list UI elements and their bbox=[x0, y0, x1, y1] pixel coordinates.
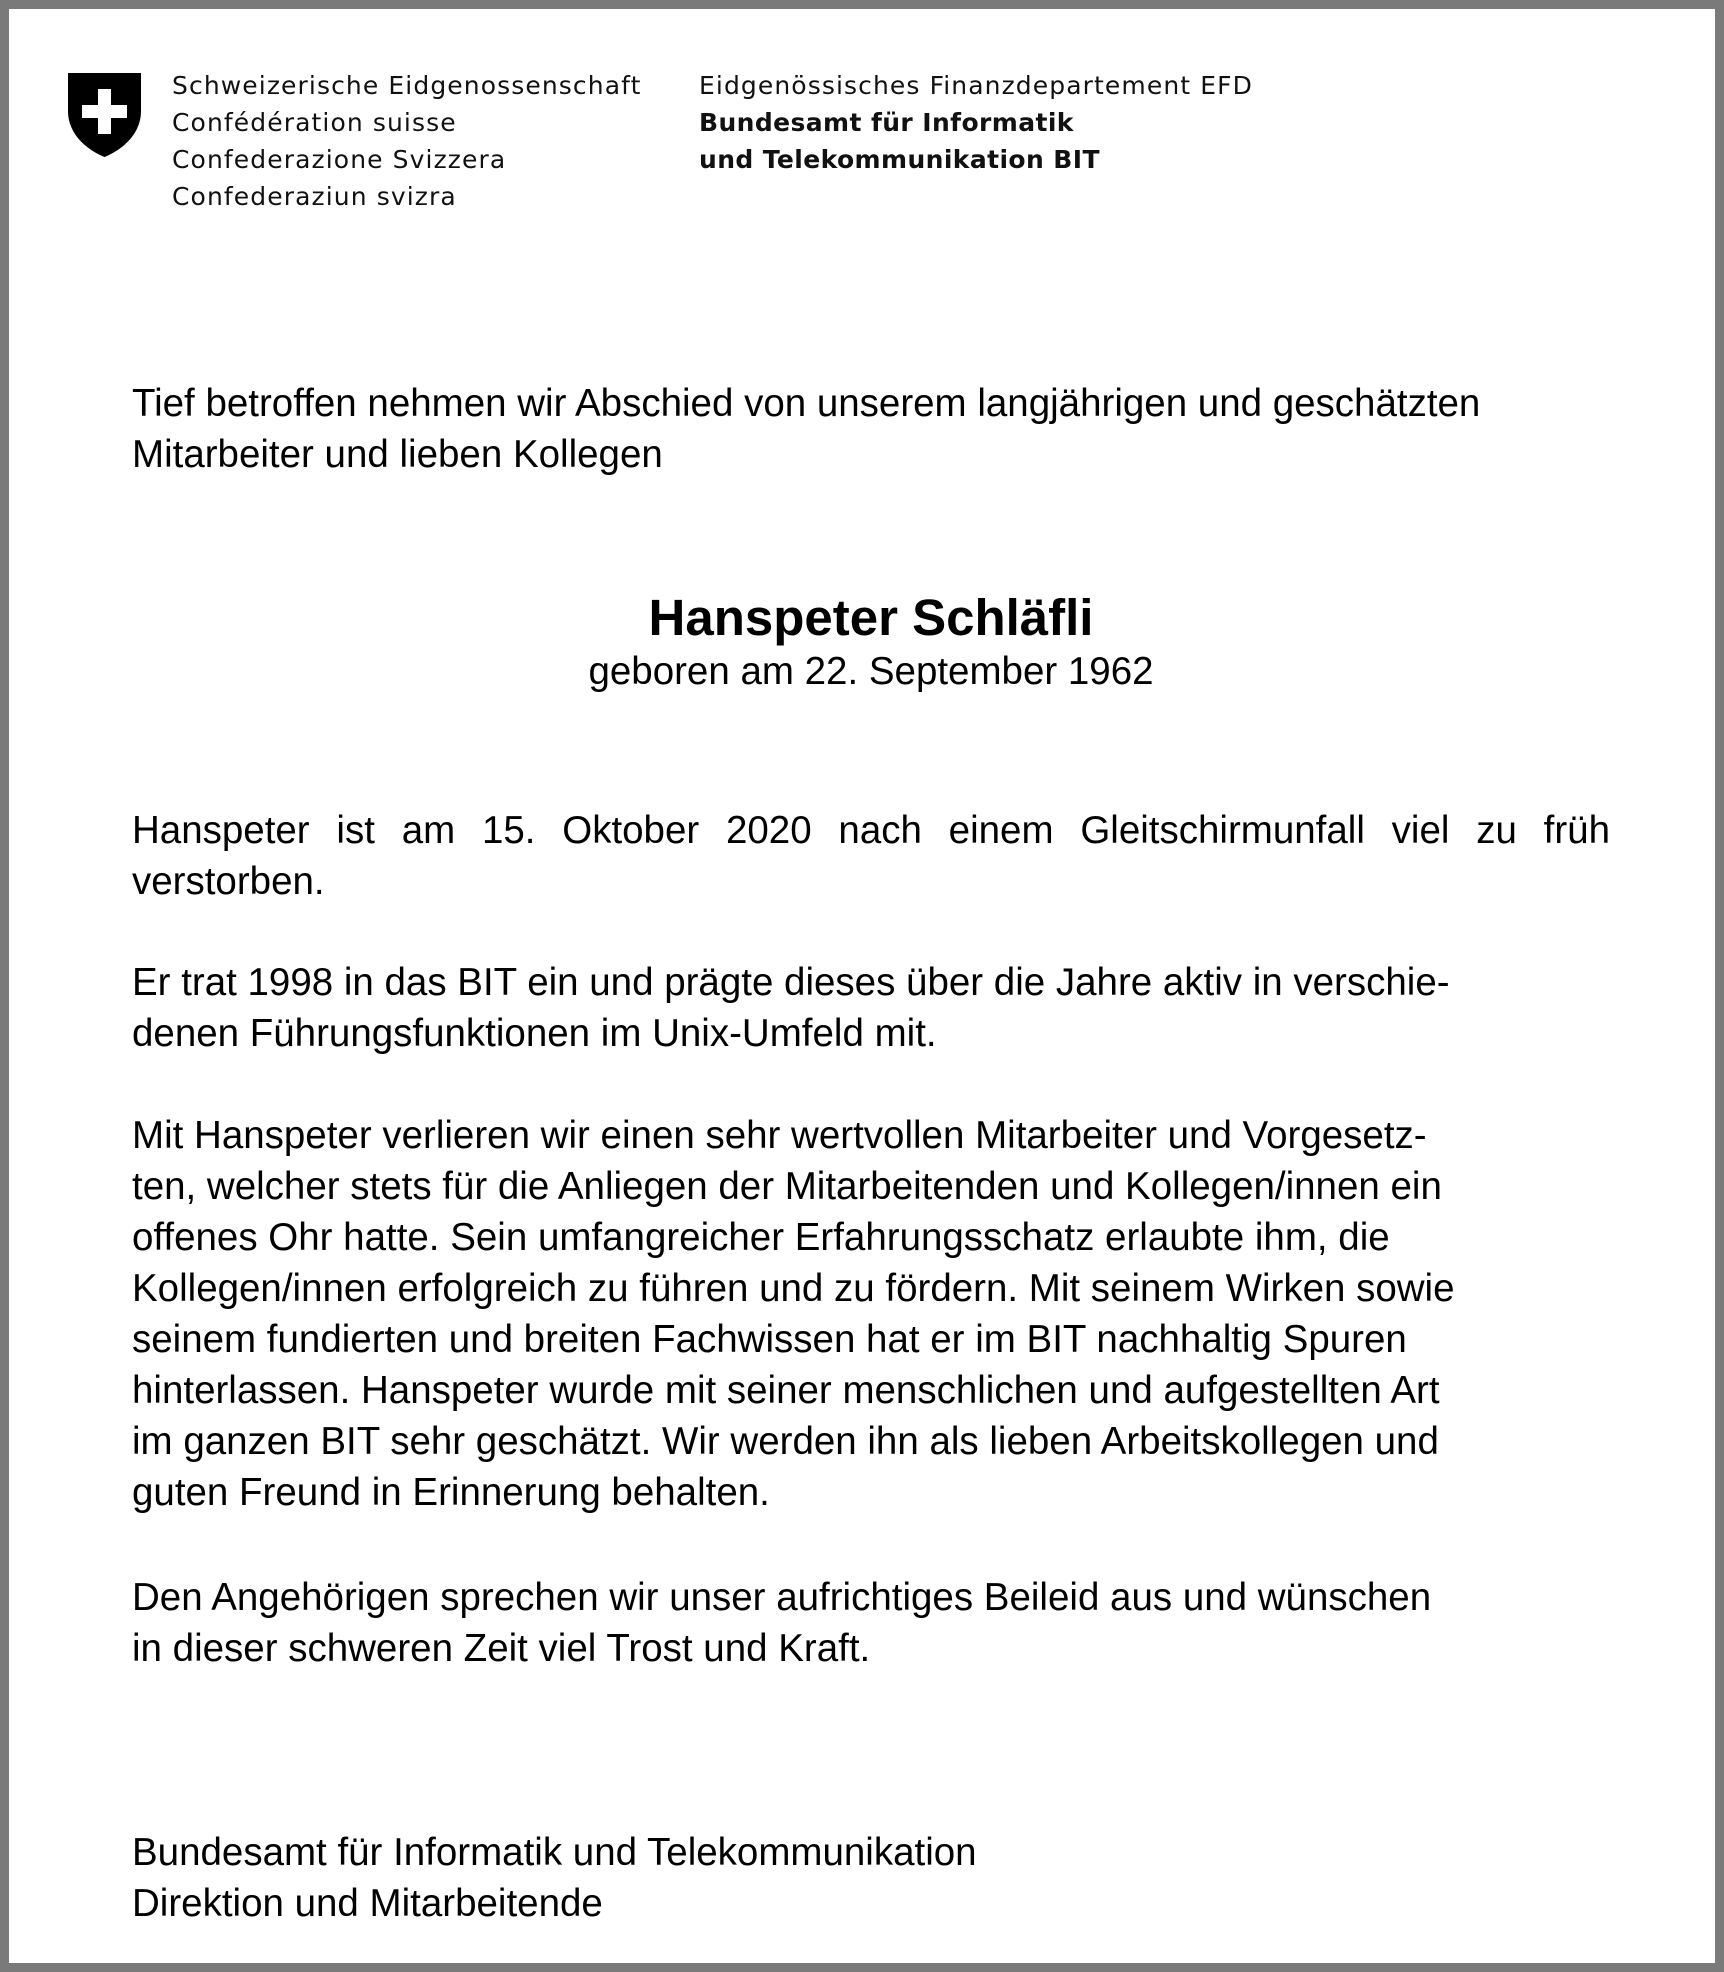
paragraph-career-line-1: Er trat 1998 in das BIT ein und prägte dieses über die Jahre aktiv in verschie- bbox=[132, 961, 1450, 1004]
office-name-line1: Bundesamt für Informatik bbox=[699, 108, 1074, 137]
paragraph-tribute-line: seinem fundierten und breiten Fachwissen hat er im BIT nachhaltig Spuren bbox=[132, 1318, 1407, 1361]
paragraph-tribute bbox=[132, 1110, 1610, 1518]
paragraph-death: Hanspeter ist am 15. Oktober 2020 nach einem Gleitschirmunfall viel zu früh verstorben. bbox=[132, 809, 1610, 903]
department-name: Eidgenössisches Finanzdepartement EFD bbox=[699, 71, 1253, 100]
office-name-line2: und Telekommunikation BIT bbox=[699, 145, 1100, 174]
confederation-names bbox=[172, 67, 641, 215]
deceased-name: Hanspeter Schläfli bbox=[648, 589, 1094, 646]
paragraph-tribute-line: guten Freund in Erinnerung behalten. bbox=[132, 1471, 770, 1514]
paragraph-career bbox=[132, 957, 1610, 1059]
paragraph-tribute-line: Mit Hanspeter verlieren wir einen sehr wertvollen Mitarbeiter und Vorgesetz- bbox=[132, 1114, 1427, 1157]
confederation-name-rm: Confederaziun svizra bbox=[172, 182, 457, 211]
intro-text bbox=[132, 378, 1610, 480]
intro-line-1: Tief betroffen nehmen wir Abschied von unserem langjährigen und geschätzten bbox=[132, 382, 1481, 425]
intro-line-2: Mitarbeiter und lieben Kollegen bbox=[132, 433, 663, 476]
confederation-name-it: Confederazione Svizzera bbox=[172, 145, 507, 174]
letterhead bbox=[66, 61, 1666, 231]
paragraph-tribute-line: im ganzen BIT sehr geschätzt. Wir werden ihn als lieben Arbeitskollegen und bbox=[132, 1420, 1439, 1463]
confederation-name-de: Schweizerische Eidgenossenschaft bbox=[172, 71, 642, 100]
deceased-info bbox=[9, 587, 1724, 695]
paragraph-condolences-line-1: Den Angehörigen sprechen wir unser aufrichtiges Beileid aus und wünschen bbox=[132, 1576, 1432, 1619]
paragraph-condolences-line-2: in dieser schweren Zeit viel Trost und Kraft. bbox=[132, 1627, 871, 1670]
swiss-coat-of-arms-icon bbox=[66, 71, 143, 158]
birth-date: geboren am 22. September 1962 bbox=[588, 650, 1154, 693]
paragraph-career-line-2: denen Führungsfunktionen im Unix-Umfeld mit. bbox=[132, 1012, 937, 1055]
paragraph-tribute-line: hinterlassen. Hanspeter wurde mit seiner menschlichen und aufgestellten Art bbox=[132, 1369, 1440, 1412]
confederation-name-fr: Confédération suisse bbox=[172, 108, 457, 137]
paragraph-tribute-line: offenes Ohr hatte. Sein umfangreicher Erfahrungsschatz erlaubte ihm, die bbox=[132, 1216, 1390, 1259]
paragraph-tribute-line: ten, welcher stets für die Anliegen der Mitarbeitenden und Kollegen/innen ein bbox=[132, 1165, 1442, 1208]
paragraph-condolences bbox=[132, 1572, 1610, 1674]
department-block bbox=[699, 67, 1253, 178]
signature-signatories: Direktion und Mitarbeitende bbox=[132, 1882, 603, 1925]
paragraph-tribute-line: Kollegen/innen erfolgreich zu führen und zu fördern. Mit seinem Wirken sowie bbox=[132, 1267, 1455, 1310]
signature-organisation: Bundesamt für Informatik und Telekommunikation bbox=[132, 1831, 977, 1874]
signature-block bbox=[132, 1827, 1610, 1929]
